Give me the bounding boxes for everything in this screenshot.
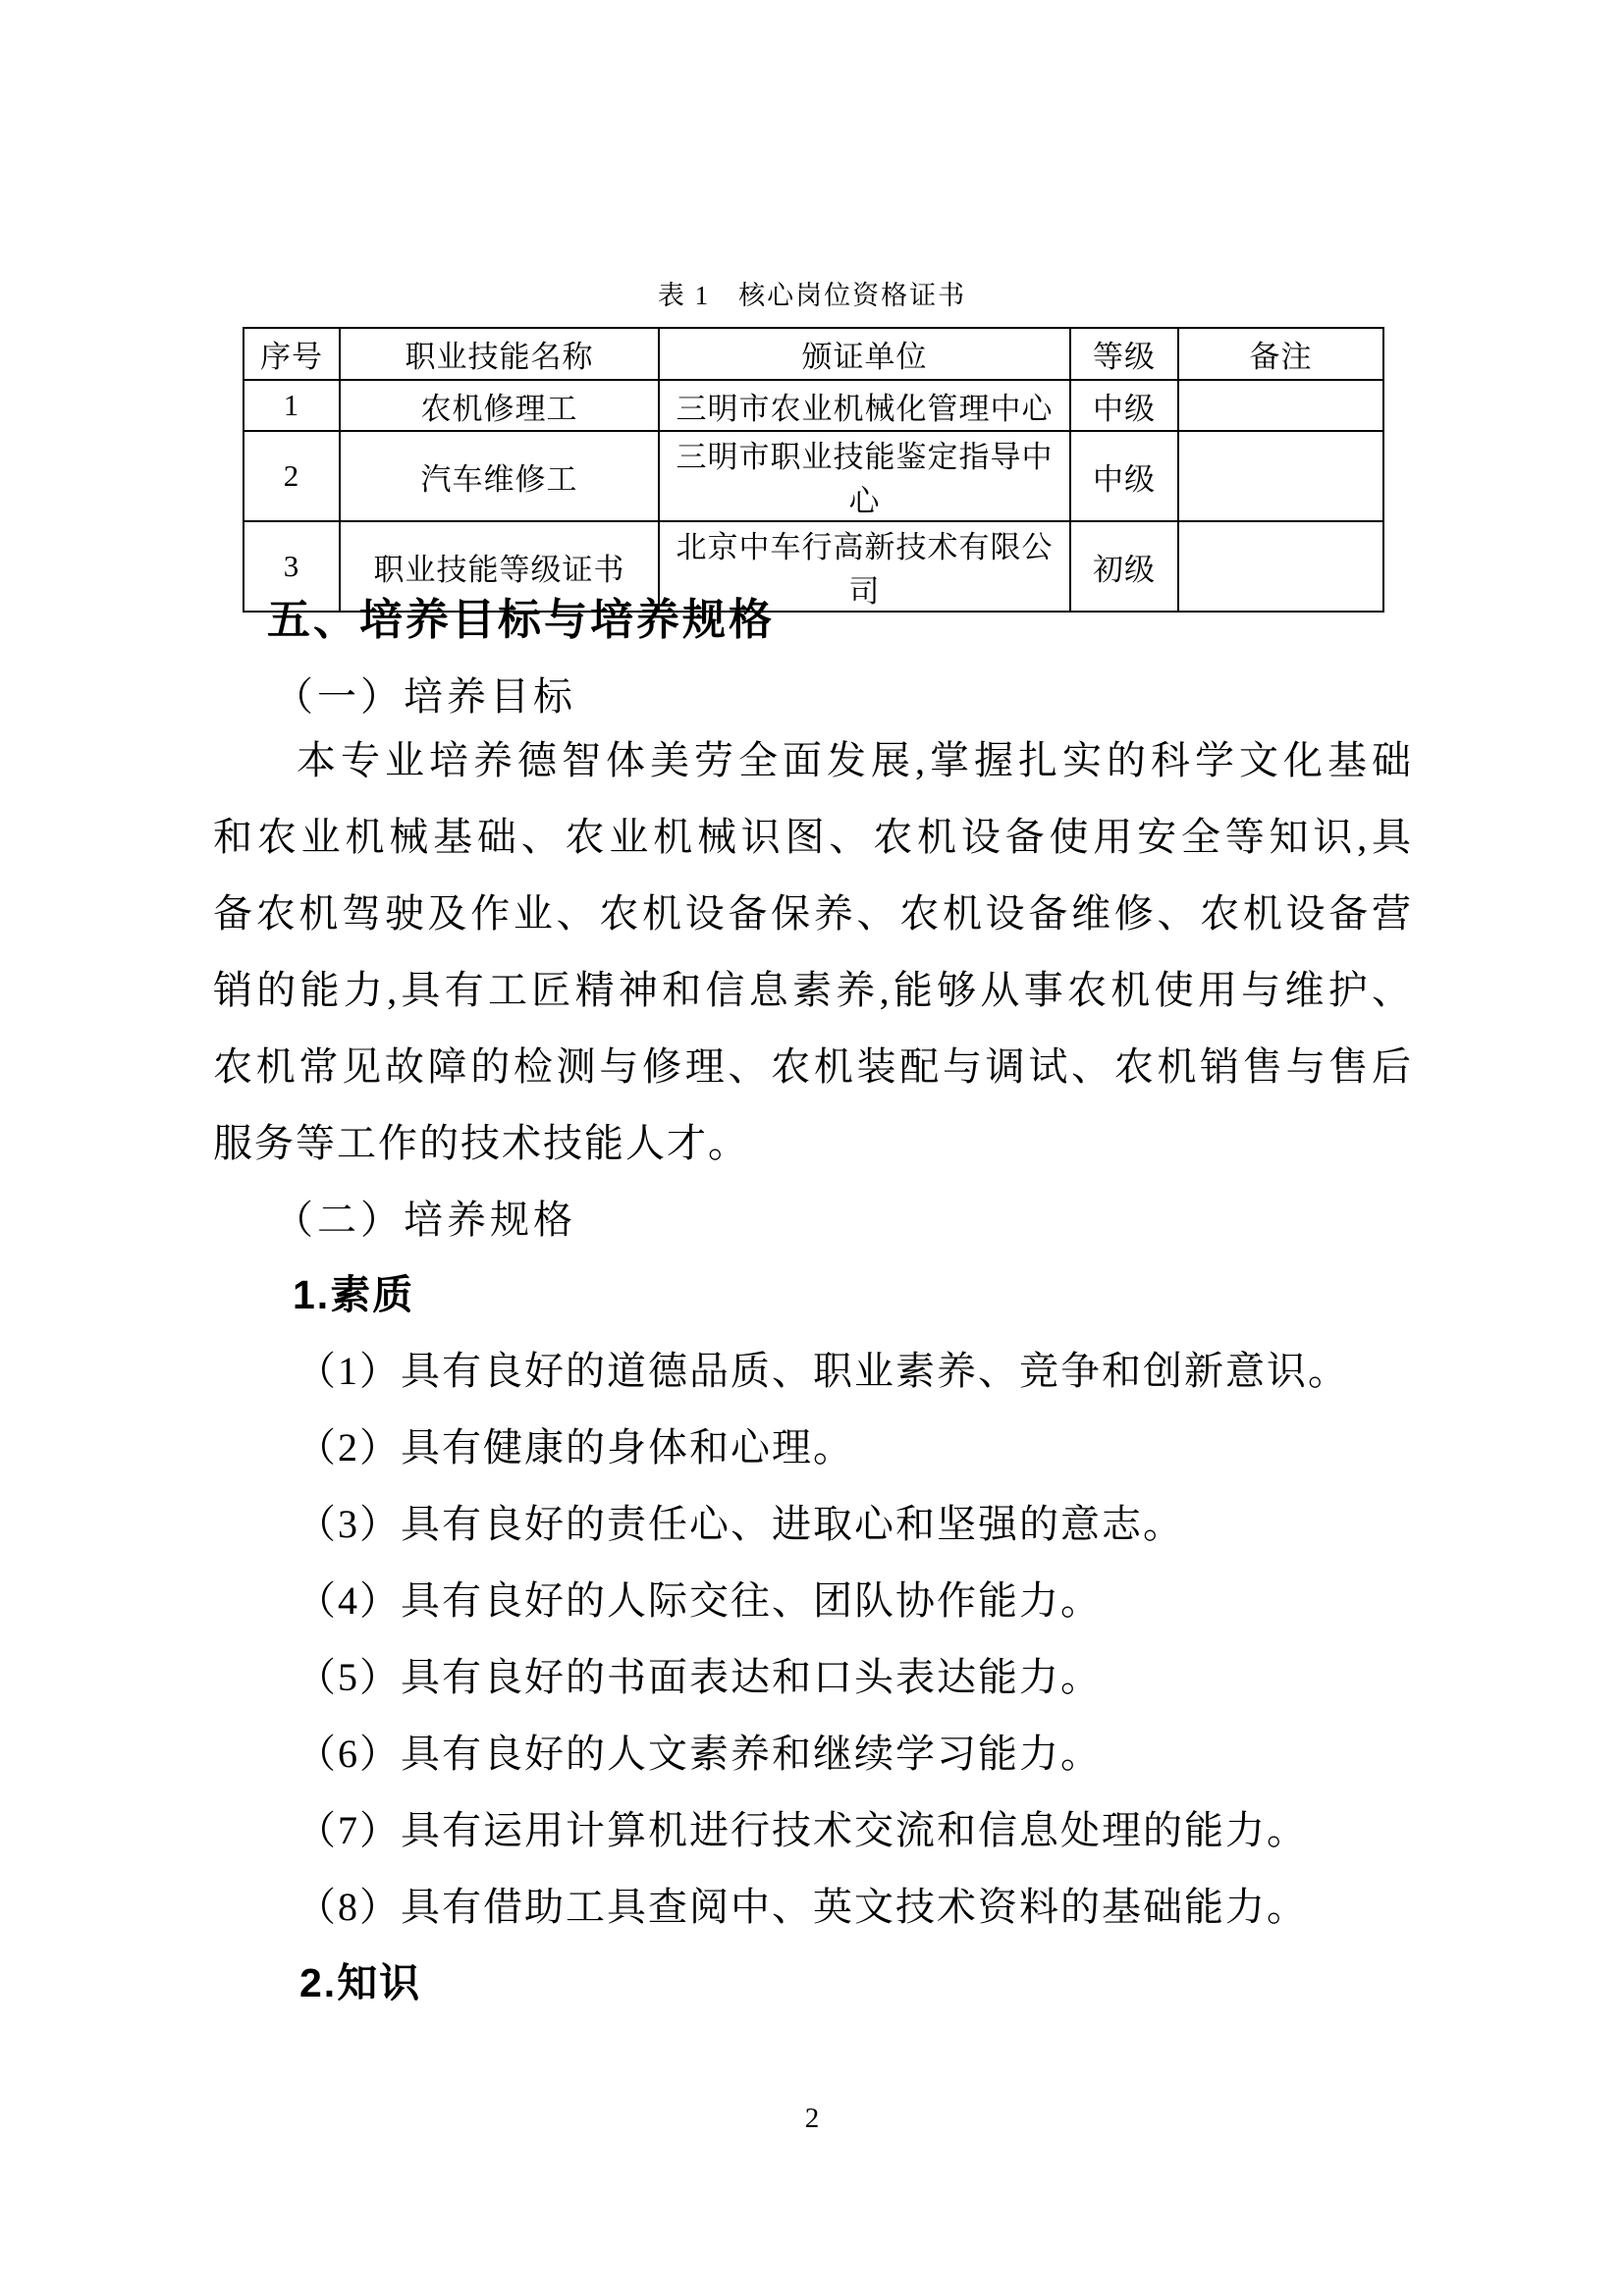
quality-heading: 1.素质 — [293, 1272, 415, 1317]
table-cell: 1 — [244, 380, 340, 431]
column-header: 职业技能名称 — [340, 328, 659, 380]
paragraph-line: 销的能力,具有工匠精神和信息素养,能够从事农机使用与维护、 — [213, 968, 1413, 1012]
training-objective-paragraph — [213, 722, 1413, 1182]
quality-item: （3）具有良好的责任心、进取心和坚强的意志。 — [297, 1502, 1184, 1546]
table-cell: 北京中车行高新技术有限公司 — [659, 521, 1070, 612]
table-cell: 3 — [244, 521, 340, 612]
table-caption: 表 1 核心岗位资格证书 — [657, 281, 967, 310]
quality-item: （1）具有良好的道德品质、职业素养、竞争和创新意识。 — [297, 1349, 1349, 1393]
table-row — [244, 431, 1383, 521]
quality-item: （5）具有良好的书面表达和口头表达能力。 — [297, 1655, 1102, 1699]
table-row — [244, 380, 1383, 431]
table-cell: 三明市农业机械化管理中心 — [659, 380, 1070, 431]
column-header: 颁证单位 — [659, 328, 1070, 380]
table-cell: 中级 — [1070, 380, 1178, 431]
subsection-training-spec-heading: （二）培养规格 — [274, 1198, 576, 1242]
quality-item: （2）具有健康的身体和心理。 — [297, 1425, 854, 1469]
table-cell: 三明市职业技能鉴定指导中心 — [659, 431, 1070, 521]
paragraph-line: 服务等工作的技术技能人才。 — [213, 1121, 749, 1165]
table-cell: 汽车维修工 — [340, 431, 659, 521]
section-heading: 五、培养目标与培养规格 — [267, 596, 775, 644]
table-cell: 初级 — [1070, 521, 1178, 612]
table-cell — [1178, 431, 1383, 521]
subsection-training-objective-heading: （一）培养目标 — [274, 674, 576, 719]
column-header: 备注 — [1178, 328, 1383, 380]
quality-item: （7）具有运用计算机进行技术交流和信息处理的能力。 — [297, 1808, 1308, 1852]
column-header: 序号 — [244, 328, 340, 380]
quality-item: （8）具有借助工具查阅中、英文技术资料的基础能力。 — [297, 1885, 1308, 1929]
paragraph-line: 农机常见故障的检测与修理、农机装配与调试、农机销售与售后 — [213, 1044, 1413, 1089]
knowledge-heading: 2.知识 — [299, 1960, 422, 2005]
quality-item: （6）具有良好的人文素养和继续学习能力。 — [297, 1732, 1102, 1776]
paragraph-line: 和农业机械基础、农业机械识图、农机设备使用安全等知识,具 — [213, 815, 1413, 859]
paragraph-line: 本专业培养德智体美劳全面发展,掌握扎实的科学文化基础 — [297, 738, 1413, 782]
table-header-row — [244, 328, 1383, 380]
table-cell: 农机修理工 — [340, 380, 659, 431]
paragraph-line: 备农机驾驶及作业、农机设备保养、农机设备维修、农机设备营 — [213, 891, 1413, 935]
page-number: 2 — [804, 2103, 820, 2134]
qualification-table — [243, 327, 1384, 613]
table-cell: 职业技能等级证书 — [340, 521, 659, 612]
column-header: 等级 — [1070, 328, 1178, 380]
table-cell — [1178, 380, 1383, 431]
table-cell: 中级 — [1070, 431, 1178, 521]
table-cell: 2 — [244, 431, 340, 521]
quality-item: （4）具有良好的人际交往、团队协作能力。 — [297, 1578, 1102, 1623]
quality-items-list — [213, 1333, 1431, 1946]
